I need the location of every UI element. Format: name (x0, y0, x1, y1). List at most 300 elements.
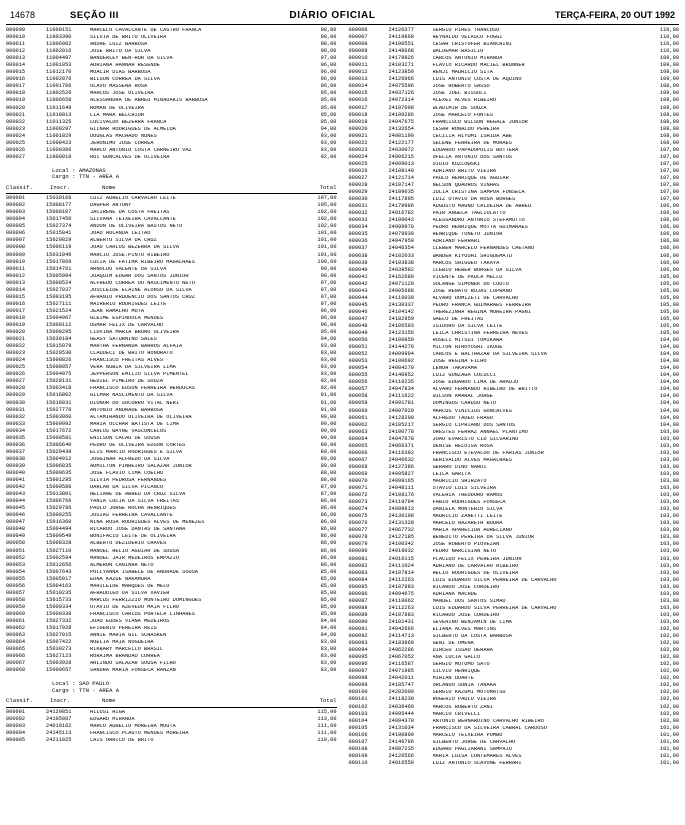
listing-table-amazonas (6, 196, 337, 675)
cell-total: 103,00 (659, 590, 679, 597)
cell-classificacao: 000044 (6, 498, 26, 505)
cell-nome: ALMERON CANINHA NETO (90, 562, 154, 568)
cell-inscricao: 15001295 (46, 477, 72, 484)
cell-inscricao: 24079939 (388, 231, 414, 238)
cell-inscricao: 15008524 (46, 279, 72, 286)
cell-inscricao: 24105217 (388, 421, 414, 428)
cell-total: 102,00 (659, 661, 679, 668)
cell-total: 101,00 (659, 731, 679, 738)
cell-nome: JOSE ROBERTO SASSO (432, 84, 490, 90)
cell-total: 103,00 (659, 449, 679, 456)
cell-total: 115,00 (317, 708, 337, 715)
cell-nome: FABIO RODRIGUES FONSECA (432, 500, 506, 506)
cell-total: 86,00 (320, 512, 337, 519)
cell-nome: RORAIMA BRANDAO CORREA (90, 654, 160, 660)
cell-nome: ARNOLDO VALENTE DA SILVA (90, 266, 167, 272)
cell-inscricao: 24095827 (388, 470, 414, 477)
cell-classificacao: 000062 (348, 421, 368, 428)
cell-inscricao: 24071985 (388, 668, 414, 675)
cell-nome: JOSCLEIDE ELAINE ALONSO DA SILVA (90, 287, 192, 293)
cell-total: 103,00 (659, 485, 679, 492)
cell-classificacao: 000003 (6, 722, 26, 729)
cell-total: 86,00 (320, 498, 337, 505)
section-heading-amazonas (6, 168, 337, 181)
cell-classificacao: 000022 (6, 118, 26, 125)
cell-inscricao: 24111622 (388, 393, 414, 400)
cell-inscricao: 24119868 (388, 34, 414, 41)
cell-classificacao: 000056 (348, 379, 368, 386)
cell-inscricao: 24103271 (388, 62, 414, 69)
cell-classificacao: 000020 (6, 329, 26, 336)
cell-total: 95,00 (320, 111, 337, 118)
cell-nome: JOSE JOEL BISSOLI (432, 91, 487, 97)
cell-nome: MARIA LUISA CONTEMARES ALVES (432, 753, 522, 759)
cell-total: 94,00 (320, 125, 337, 132)
cell-inscricao: 24104142 (388, 308, 414, 315)
cell-inscricao: 24117895 (388, 196, 414, 203)
cell-total: 89,00 (320, 448, 337, 455)
cell-inscricao: 15009992 (46, 420, 72, 427)
cell-inscricao: 15000255 (46, 512, 72, 519)
cell-classificacao: 000074 (348, 506, 368, 513)
cell-classificacao: 000086 (348, 590, 368, 597)
cell-classificacao: 000025 (6, 139, 26, 146)
cell-inscricao: 15006766 (46, 498, 72, 505)
cell-total: 103,00 (659, 456, 679, 463)
cell-total: 93,00 (320, 371, 337, 378)
cell-nome: JULIA CRISTINA SAMPOA FONSECA (432, 190, 525, 196)
cell-nome: MIRIAN DUARTE (432, 676, 474, 682)
header-inscricao-2: Inscr. (50, 697, 71, 705)
cell-inscricao: 15027037 (46, 286, 72, 293)
cell-classificacao: 000060 (6, 610, 26, 617)
cell-total: 106,00 (659, 266, 679, 273)
cell-inscricao: 11006002 (46, 41, 72, 48)
cell-total: 102,00 (659, 625, 679, 632)
cell-nome: MARCO ANTONIO COSTA CARNEIRO VAZ (90, 147, 192, 153)
cell-classificacao: 000021 (6, 111, 26, 118)
cell-classificacao: 000004 (6, 729, 26, 736)
cell-total: 113,00 (317, 715, 337, 722)
cell-inscricao: 24091781 (388, 400, 414, 407)
cell-inscricao: 15017928 (46, 625, 72, 632)
cell-inscricao: 15027332 (46, 617, 72, 624)
cell-nome: MARCUS VINICIUS GONCALVES (432, 408, 512, 414)
cell-classificacao: 000019 (6, 97, 26, 104)
cell-total: 103,00 (659, 499, 679, 506)
cell-total: 105,00 (659, 301, 679, 308)
cell-classificacao: 000062 (6, 625, 26, 632)
cell-nome: ALESSANDRA DE ABREU MINADAKIS BARBOSA (90, 98, 208, 104)
cell-total: 83,00 (320, 660, 337, 667)
cell-nome: HELIO RODRIGUES DE OLIVEIRA (432, 570, 519, 576)
cell-total: 106,00 (659, 210, 679, 217)
cell-nome: THEREZINHA REGINA MOREIRA PAGNI (432, 309, 532, 315)
cell-total: 97,00 (320, 279, 337, 286)
cell-total: 102,00 (317, 223, 337, 230)
cell-inscricao: 15030184 (46, 336, 72, 343)
cell-classificacao: 000043 (348, 287, 368, 294)
cell-inscricao: 24039582 (388, 266, 414, 273)
cell-nome: MANOEL JAIR MEDEIROS EMPAZIO (90, 555, 180, 561)
cell-inscricao: 24081190 (388, 132, 414, 139)
cell-nome: LUIZ GONZAGA COLUCCI (432, 373, 497, 379)
cell-inscricao: 15027776 (46, 406, 72, 413)
cell-total: 107,00 (659, 167, 679, 174)
two-column-body (6, 28, 679, 818)
cell-total: 105,00 (659, 294, 679, 301)
cell-classificacao: 000081 (348, 555, 368, 562)
cell-classificacao: 000080 (348, 548, 368, 555)
cell-nome: LUIS EDUARDO SILVA PERREIRA DE CARVALHO (432, 577, 557, 583)
cell-total: 98,00 (320, 34, 337, 41)
cell-nome: VERA NUBIA DA SILVEIRA LIMA (90, 365, 176, 371)
cell-nome: GILBERTO DA COSTA BARBOSA (432, 634, 512, 640)
cell-classificacao: 000045 (348, 301, 368, 308)
cell-total: 109,00 (659, 76, 679, 83)
cell-total: 101,00 (659, 724, 679, 731)
cell-classificacao: 000058 (6, 596, 26, 603)
cell-total: 102,00 (659, 647, 679, 654)
cell-inscricao: 24111024 (388, 562, 414, 569)
cell-inscricao: 24107883 (388, 611, 414, 618)
header-nome-2: Nome (102, 697, 116, 705)
cell-classificacao: 000040 (348, 266, 368, 273)
cell-total: 89,00 (320, 455, 337, 462)
cell-total: 103,00 (659, 555, 679, 562)
cell-nome: MAURICIO SHIRZATO (432, 479, 487, 484)
cell-nome: JEPPERSON EMILIO SILVA PIMENTEL (90, 372, 189, 378)
cell-inscricao: 24146786 (388, 738, 414, 745)
cell-inscricao: 24116392 (388, 449, 414, 456)
cell-inscricao: 24140952 (388, 372, 414, 379)
cell-total: 98,00 (320, 41, 337, 48)
cell-inscricao: 24067732 (388, 527, 414, 534)
cell-nome: SERGIO CIPRIANO DOS SANTOS (432, 422, 516, 428)
cell-total: 93,00 (320, 132, 337, 139)
cell-classificacao: 000067 (348, 456, 368, 463)
cell-nome: JOSE REGINA FILHO (432, 359, 487, 365)
cell-inscricao: 24094378 (388, 717, 414, 724)
cell-inscricao: 24110030 (388, 294, 414, 301)
cell-nome: MANOEL HELIO AGUIAR DE SOUSA (90, 548, 180, 554)
cell-total: 104,00 (659, 407, 679, 414)
cell-inscricao: 24108140 (388, 167, 414, 174)
cell-total: 97,00 (320, 55, 337, 62)
cell-inscricao: 24110235 (388, 379, 414, 386)
cell-classificacao: 000011 (6, 41, 26, 48)
cell-classificacao: 000085 (348, 583, 368, 590)
cell-classificacao: 000032 (348, 210, 368, 217)
cell-classificacao: 000015 (348, 90, 368, 97)
cell-inscricao: 24183960 (388, 640, 414, 647)
cell-inscricao: 24100042 (388, 217, 414, 224)
cell-classificacao: 000036 (348, 238, 368, 245)
cell-classificacao: 000020 (348, 125, 368, 132)
cell-inscricao: 11004497 (46, 55, 72, 62)
cell-inscricao: 24144278 (388, 344, 414, 351)
cell-classificacao: 000023 (6, 125, 26, 132)
cell-nome: OFELIA ANTONIO DOS SANTOS (432, 154, 512, 160)
cell-total: 103,00 (659, 463, 679, 470)
cell-nome: NINA ROSA RODRIGUES ALVES DE MENEZES (90, 520, 205, 526)
cell-total: 86,00 (320, 505, 337, 512)
cell-nome: LAIS ORRICO DE BRITO (90, 737, 154, 743)
cell-nome: ANA LUCIA GALLO (432, 655, 481, 661)
cell-total: 103,00 (659, 548, 679, 555)
cell-inscricao: 24042011 (388, 675, 414, 682)
section-heading-saopaulo (6, 681, 337, 694)
cell-inscricao: 24100342 (388, 541, 414, 548)
cell-inscricao: 24099613 (388, 506, 414, 513)
cell-nome: JACIRENE DA COSTA FREITAS (90, 210, 170, 216)
cell-total: 102,00 (659, 717, 679, 724)
cell-inscricao: 11000151 (46, 27, 72, 33)
table-row (349, 761, 680, 768)
cell-nome: DAGPER ANTONY (90, 203, 132, 209)
cell-classificacao: 000019 (6, 322, 26, 328)
cell-classificacao: 000064 (348, 435, 368, 442)
cell-nome: ROMAN DE OLIVEIRA (90, 105, 145, 111)
cell-nome: ALEXEI ALVES RIBEIRO (432, 98, 497, 104)
cell-total: 104,00 (659, 365, 679, 372)
cell-classificacao: 000010 (6, 258, 26, 265)
cell-inscricao: 24100692 (388, 358, 414, 365)
header-inscricao: Inscr. (50, 183, 71, 191)
cell-total: 111,00 (317, 722, 337, 729)
cell-inscricao: 11009297 (46, 125, 72, 132)
cell-classificacao: 000014 (6, 286, 26, 293)
cell-inscricao: 15000549 (46, 533, 72, 540)
cell-nome: VICENTE DE PAULA MELLO (432, 274, 503, 280)
cell-inscricao: 24099994 (388, 351, 414, 358)
cell-total: 106,00 (659, 259, 679, 266)
cell-inscricao: 24148668 (388, 48, 414, 55)
cell-total: 103,00 (659, 597, 679, 604)
cell-inscricao: 24005688 (388, 287, 414, 294)
cell-nome: DOMINGOS CARUSO NETO (432, 401, 497, 407)
cell-classificacao: 000061 (348, 414, 368, 421)
column-headers-amazonas (6, 185, 337, 191)
cell-nome: AFRAUDIEO DA SILVA XAVIER (90, 590, 170, 596)
cell-inscricao: 24066371 (388, 442, 414, 449)
cell-nome: SANDRA MARIA FONSECA RANZAN (90, 668, 176, 674)
cell-classificacao: 000047 (6, 519, 26, 526)
cell-total: 102,00 (659, 633, 679, 640)
cell-inscricao: 24016550 (388, 759, 414, 766)
cell-total: 102,00 (659, 689, 679, 696)
cell-inscricao: 24047959 (388, 238, 414, 245)
cell-nome: SILVIA PEDROSA FERNANDES (90, 478, 167, 484)
cell-nome: MARCELO NAZARETH BOURA (432, 521, 503, 527)
cell-total: 103,00 (659, 583, 679, 590)
cell-classificacao: 000028 (348, 182, 368, 189)
cell-total: 110,00 (659, 41, 679, 48)
cell-nome: SEVERINO BENJAMIN DE LIMA (432, 619, 512, 625)
cell-total: 103,00 (659, 513, 679, 520)
cell-total: 95,00 (320, 118, 337, 125)
cell-nome: NELSON QUADROS VINHAS (432, 183, 500, 189)
cell-nome: GERIVALDO ALVES MAGALHAES (432, 457, 512, 463)
cell-inscricao: 24094675 (388, 590, 414, 597)
cell-classificacao: 000007 (348, 34, 368, 41)
cell-inscricao: 24095444 (388, 710, 414, 717)
page-number: 14678 (10, 10, 36, 20)
cell-classificacao: 000021 (6, 336, 26, 343)
cell-inscricao: 24071120 (388, 280, 414, 287)
cell-total: 103,00 (659, 541, 679, 548)
cell-nome: ELIS MARCIO RODRIGUES E SILVA (90, 449, 183, 455)
cell-classificacao: 000026 (6, 371, 26, 378)
cell-total: 92,00 (320, 378, 337, 385)
cell-total: 106,00 (659, 245, 679, 252)
cell-classificacao: 000027 (348, 174, 368, 181)
cell-total: 107,00 (659, 146, 679, 153)
header-classif: Classif. (6, 183, 33, 191)
cell-nome: EDGARD PAGLIARANI SAMPAIO (432, 746, 512, 752)
cell-nome: DARLAN DA SILVA PICANCO (90, 485, 164, 491)
cell-inscricao: 11001053 (46, 62, 72, 69)
cell-inscricao: 11002016 (46, 48, 72, 55)
cell-nome: MARCIO CRIVELLI (432, 711, 481, 717)
cell-classificacao: 000008 (6, 244, 26, 251)
cell-nome: CESAR CRISTOFER BIANCHINI (432, 42, 512, 48)
cell-nome: ORESTES FERRAZ ANNAEL PLANTIMO (432, 429, 528, 435)
cell-classificacao: 000009 (348, 48, 368, 55)
cell-nome: YANIA LUCIA DA SILVA FREITAS (90, 499, 180, 505)
cell-inscricao: 24087235 (388, 745, 414, 752)
cell-inscricao: 24130198 (388, 513, 414, 520)
cell-classificacao: 000018 (6, 90, 26, 97)
cell-classificacao: 000041 (6, 477, 26, 484)
cell-total: 102,00 (659, 703, 679, 710)
cell-total: 86,00 (320, 540, 337, 547)
cell-total: 104,00 (659, 393, 679, 400)
cell-nome: ANDRE LUIZ BARBOSA (90, 42, 148, 48)
cell-inscricao: 15008177 (46, 202, 72, 209)
cell-nome: JOAO CARLOS BEZERRA DA SILVA (90, 245, 180, 251)
page-masthead (6, 6, 679, 25)
cell-nome: CLEBIO HEBER BORGES DA SILVA (432, 267, 522, 273)
cell-inscricao: 15013801 (46, 491, 72, 498)
cell-inscricao: 24047834 (388, 386, 414, 393)
cell-classificacao: 000006 (348, 27, 368, 33)
cell-total: 107,00 (659, 160, 679, 167)
cell-nome: BONIFACIO LEITE DE OLIVEIRA (90, 534, 176, 540)
cell-nome: ANTONIO ANDRADE BARBOSA (90, 407, 164, 413)
cell-inscricao: 24042666 (388, 625, 414, 632)
cell-nome: SERGIO PIRES TRANCOSO (432, 28, 500, 33)
cell-classificacao: 000056 (6, 582, 26, 589)
cell-classificacao: 000002 (6, 202, 26, 209)
cell-total: 85,00 (320, 596, 337, 603)
cell-classificacao: 000014 (6, 62, 26, 69)
cell-classificacao: 000031 (348, 203, 368, 210)
cell-total: 91,00 (320, 399, 337, 406)
cell-inscricao: 15030273 (46, 646, 72, 653)
cell-total: 103,00 (659, 611, 679, 618)
cell-total: 90,00 (320, 420, 337, 427)
cell-total: 101,00 (317, 244, 337, 251)
cell-classificacao: 000035 (348, 231, 368, 238)
cell-inscricao: 15010235 (46, 589, 72, 596)
cell-total: 96,00 (320, 307, 337, 314)
cell-classificacao: 000045 (6, 505, 26, 512)
cell-nome: SERGIO MOTOMO SATO (432, 662, 490, 668)
cell-inscricao: 15000338 (46, 610, 72, 617)
cell-total: 85,00 (320, 589, 337, 596)
cell-nome: ADRIANO FERRARI (432, 239, 481, 245)
cell-inscricao: 24118239 (388, 696, 414, 703)
cell-classificacao: 000049 (6, 533, 26, 540)
cell-nome: PEDRO DE OLIVEIRA EDSON CORTES (90, 442, 186, 448)
cell-inscricao: 15018931 (46, 399, 72, 406)
cell-classificacao: 000077 (348, 527, 368, 534)
cell-total: 103,00 (659, 569, 679, 576)
cell-inscricao: 15012656 (46, 561, 72, 568)
cell-classificacao: 000022 (348, 139, 368, 146)
cell-nome: RUI GONCALVES DE OLIVEIRA (90, 154, 170, 160)
cell-nome: ANDON DE OLIVEIRA BASTOS NETO (90, 224, 183, 230)
cell-total: 102,00 (317, 216, 337, 223)
table-row (6, 668, 337, 675)
cell-classificacao: 000048 (6, 526, 26, 533)
cell-inscricao: 24123859 (388, 69, 414, 76)
cell-classificacao: 000054 (348, 365, 368, 372)
cell-total: 106,00 (659, 203, 679, 210)
cell-classificacao: 000034 (6, 427, 26, 434)
cell-inscricao: 15021524 (46, 307, 72, 314)
cell-nome: ARLINDO SALAZAR SOUSA FILHO (90, 661, 176, 667)
cell-total: 96,00 (320, 76, 337, 83)
cell-classificacao: 000008 (348, 41, 368, 48)
cell-nome: SERGIO KAZUMI MOTOMATSU (432, 690, 506, 696)
cell-classificacao: 000025 (6, 364, 26, 371)
cell-classificacao: 000071 (348, 485, 368, 492)
cell-nome: CLEBER MARCELO FERNANDES CAETANO (432, 246, 535, 252)
cell-nome: CLAUDECI DE BRITO HONORATO (90, 351, 173, 357)
cell-classificacao: 000005 (6, 223, 26, 230)
local-line-2: Local : SAO PAULO (52, 680, 110, 688)
cell-inscricao: 15017869 (46, 258, 72, 265)
cell-total: 90,00 (320, 434, 337, 441)
cell-total: 96,00 (320, 322, 337, 328)
cell-nome: FRANCISCO ETEVALDO DE FARIAS JUNIOR (432, 450, 544, 456)
cell-classificacao: 000011 (6, 265, 26, 272)
cell-total: 85,00 (320, 582, 337, 589)
cell-classificacao: 000009 (6, 251, 26, 258)
cell-nome: ALFREDO CORREA DO NASCIMENTO NETO (90, 280, 195, 286)
cell-classificacao: 000046 (6, 512, 26, 519)
cell-total: 86,00 (320, 554, 337, 561)
cell-classificacao: 000072 (348, 492, 368, 499)
cell-total: 108,00 (659, 97, 679, 104)
cell-inscricao: 24112263 (388, 604, 414, 611)
cell-classificacao: 000016 (348, 97, 368, 104)
cell-nome: LUIZ AURELIO CARVALHO LEITE (90, 196, 176, 202)
cell-inscricao: 24010162 (46, 722, 72, 729)
cell-total: 105,00 (659, 273, 679, 280)
cell-total: 89,00 (320, 441, 337, 448)
cell-nome: GENI DE OMENA (432, 641, 474, 647)
cell-classificacao: 000106 (348, 731, 368, 738)
cell-classificacao: 000037 (6, 448, 26, 455)
cell-classificacao: 000017 (348, 104, 368, 111)
cell-inscricao: 24132654 (388, 125, 414, 132)
cell-total: 103,00 (659, 442, 679, 449)
cell-inscricao: 24009013 (388, 160, 414, 167)
cell-classificacao: 000050 (348, 337, 368, 344)
